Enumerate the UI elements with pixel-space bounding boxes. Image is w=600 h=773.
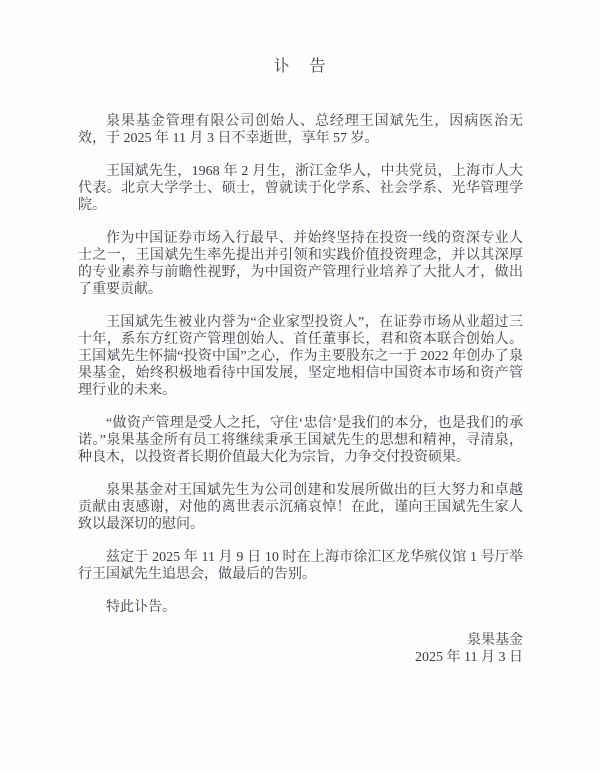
- signature: 泉果基金: [467, 633, 523, 648]
- signature-block: [78, 632, 523, 666]
- paragraph-biography: 王国斌先生，1968 年 2 月生，浙江金华人，中共党员，上海市人大代表。北京大学学士、硕士，曾就读于化学系、社会学系、光华管理学院。: [78, 164, 523, 213]
- paragraph-death-notice: 泉果基金管理有限公司创始人、总经理王国斌先生，因病医治无效，于 2025 年 11 月 3 日不幸逝世，享年 57 岁。: [78, 114, 523, 146]
- paragraph-closing: 特此讣告。: [106, 600, 176, 615]
- paragraph-career-contribution: 作为中国证券市场入行最早、并始终坚持在投资一线的资深专业人士之一，王国斌先生率先提出并引领和实践价值投资理念，并以其深厚的专业素养与前瞻性视野，为中国资产管理行业培养了大批人才，做出了重要贡献。: [78, 231, 523, 297]
- paragraph-memorial-arrangement: 兹定于 2025 年 11 月 9 日 10 时在上海市徐汇区龙华殡仪馆 1 号厅举行王国斌先生追思会，做最后的告别。: [78, 550, 523, 582]
- document-title: 讣 告: [273, 58, 328, 75]
- paragraph-condolences: 泉果基金对王国斌先生为公司创建和发展所做出的巨大努力和卓越贡献由衷感谢，对他的离世表示沉痛哀悼！在此，谨向王国斌先生家人致以最深切的慰问。: [78, 483, 523, 532]
- date: 2025 年 11 月 3 日: [415, 650, 523, 665]
- paragraph-reputation: 王国斌先生被业内誉为“企业家型投资人”，在证券市场从业超过三十年，系东方红资产管理创始人、首任董事长，君和资本联合创始人。王国斌先生怀揣“投资中国”之心，作为主要股东之一于 2022 年创办了泉果基金，始终积极地看待中国发展，坚定地相信中国资本市场和资产管理行业的未来。: [78, 315, 523, 398]
- paragraph-company-pledge: “做资产管理是受人之托，守住‘忠信’是我们的本分，也是我们的承诺。”泉果基金所有员工将继续秉承王国斌先生的思想和精神，寻清泉，种良木，以投资者长期价值最大化为宗旨，力争交付投资硕果。: [78, 416, 523, 465]
